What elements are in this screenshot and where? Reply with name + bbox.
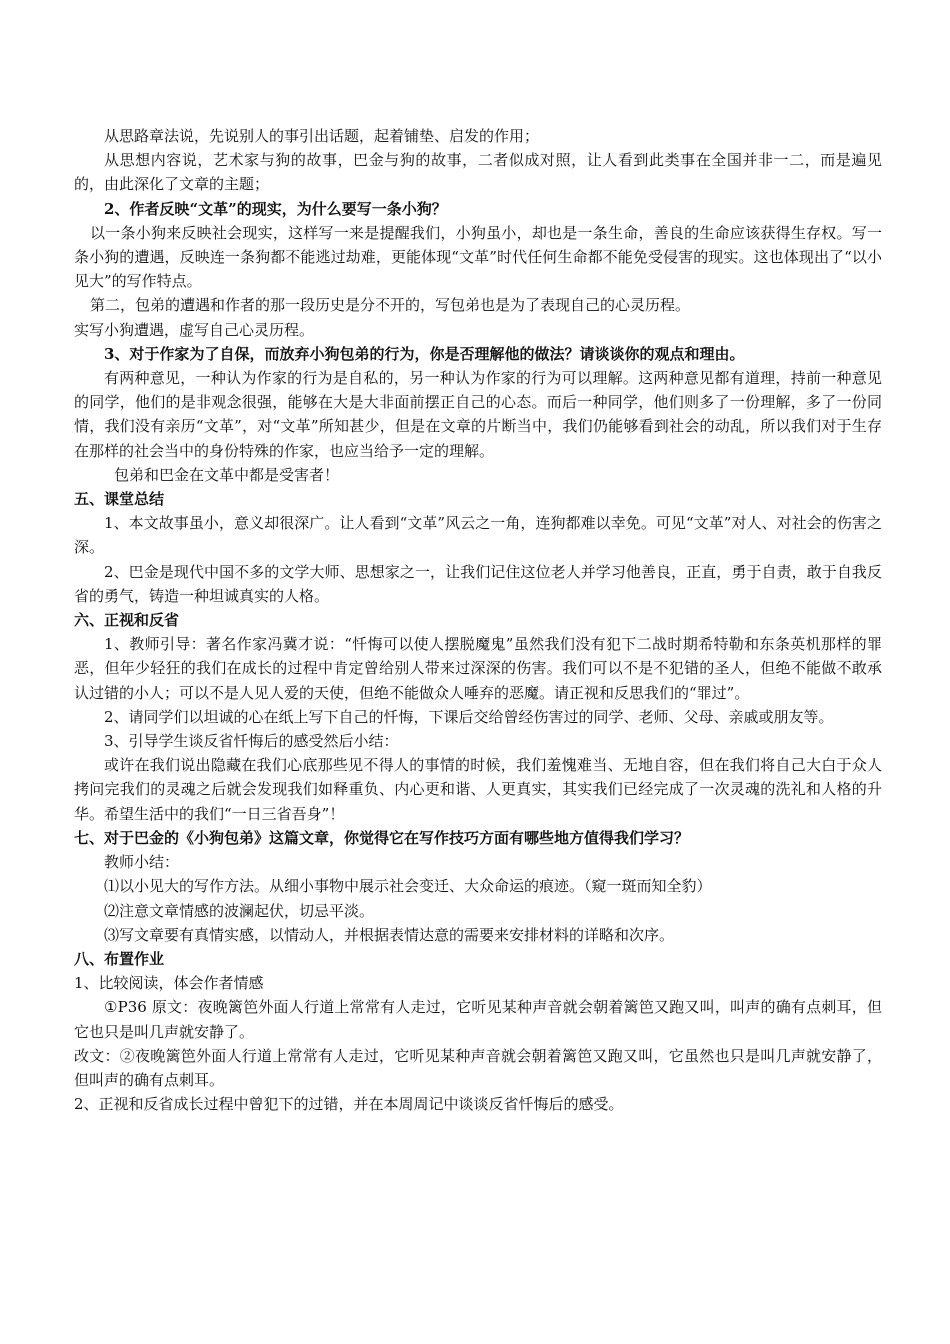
reflection-point-2: 2、请同学们以坦诚的心在纸上写下自己的忏悔，下课后交给曾经伤害过的同学、老师、父母、亲戚或朋友等。 (104, 707, 834, 726)
reflection-point-3: 3、引导学生谈反省忏悔后的感受然后小结： (104, 732, 399, 751)
answer-3-paragraph: 有两种意见，一种认为作家的行为是自私的，另一种认为作家的行为可以理解。这两种意见都有道理，持前一种意见的同学，他们的是非观念很强，能够在大是大非面前摆正自己的心态。而后一种同学，他们则多了一份理解，多了一份同情，我们没有亲历“文革”，对“文革”所知甚少，但是在文章的片断当中，我们仍能够看到社会的动乱，所以我们对于生存在那样的社会当中的身份特殊的作家，也应当给予一定的理解。 (74, 369, 882, 460)
reflection-point-1: 1、教师引导：著名作家冯冀才说：“忏悔可以使人摆脱魔鬼”虽然我们没有犯下二战时期希特勒和东条英机那样的罪恶，但年少轻狂的我们在成长的过程中肯定曾给别人带来过深深的伤害。我们可以不是不犯错的圣人，但绝不能做不敢承认过错的小人；可以不是人见人爱的天使，但绝不能做众人唾弃的恶魔。请正视和反思我们的“罪过”。 (74, 635, 882, 702)
section-6-heading: 六、正视和反省 (74, 611, 180, 630)
technique-point-3: ⑶写文章要有真情实感，以情动人，并根据表情达意的需要来安排材料的详略和次序。 (104, 925, 675, 944)
question-3-heading: 3、对于作家为了自保，而放弃小狗包弟的行为，你是否理解他的做法？请谈谈你的观点和理由。 (104, 344, 745, 363)
paragraph-content-note: 从思想内容说，艺术家与狗的故事，巴金与狗的故事，二者似成对照，让人看到此类事在全国并非一二，而是遍见的，由此深化了文章的主题； (74, 151, 882, 194)
homework-2: 2、正视和反省成长过程中曾犯下的过错，并在本周周记中谈谈反省忏悔后的感受。 (74, 1095, 624, 1114)
document-page (74, 124, 882, 1116)
reflection-summary: 或许在我们说出隐藏在我们心底那些见不得人的事情的时候，我们羞愧难当、无地自容，但在我们将自己大白于众人拷问完我们的灵魂之后就会发现我们如释重负、内心更和谐、人更真实，其实我们已经完成了一次灵魂的洗礼和人格的升华。希望生活中的我们“一日三省吾身”！ (74, 756, 882, 823)
question-2-heading: 2、作者反映“文革”的现实，为什么要写一条小狗？ (104, 199, 447, 218)
technique-point-2: ⑵注意文章情感的波澜起伏，切忌平淡。 (104, 901, 375, 920)
answer-2-summary: 实写小狗遭遇，虚写自己心灵历程。 (74, 320, 315, 339)
section-7-heading: 七、对于巴金的《小狗包弟》这篇文章，你觉得它在写作技巧方面有哪些地方值得我们学习？ (74, 828, 690, 847)
section-5-heading: 五、课堂总结 (74, 490, 165, 509)
technique-point-1: ⑴以小见大的写作方法。从细小事物中展示社会变迁、大众命运的痕迹。（窥一斑而知全豹） (104, 877, 712, 896)
answer-2-paragraph: 以一条小狗来反映社会现实，这样写一来是提醒我们，小狗虽小，却也是一条生命，善良的生命应该获得生存权。写一条小狗的遭遇，反映连一条狗都不能逃过劫难，更能体现“文革”时代任何生命都不能免受侵害的现实。这也体现出了“以小见大”的写作特点。 (74, 223, 882, 291)
summary-point-1: 1、本文故事虽小，意义却很深广。让人看到“文革”风云之一角，连狗都难以幸免。可见“文革”对人、对社会的伤害之深。 (74, 514, 882, 557)
summary-point-2: 2、巴金是现代中国不多的文学大师、思想家之一，让我们记住这位老人并学习他善良，正直，勇于自责，敢于自我反省的勇气，铸造一种坦诚真实的人格。 (74, 562, 882, 605)
homework-revised-text: 改文：②夜晚篱笆外面人行道上常常有人走过，它听见某种声音就会朝着篱笆又跑又叫，它虽然也只是叫几声就安静了，但叫声的确有点刺耳。 (74, 1046, 882, 1089)
homework-original-text: ①P36 原文：夜晚篱笆外面人行道上常常有人走过，它听见某种声音就会朝着篱笆又跑又叫，叫声的确有点刺耳，但它也只是叫几声就安静了。 (74, 998, 882, 1041)
homework-1: 1、比较阅读，体会作者情感 (74, 974, 264, 993)
paragraph-structure-note: 从思路章法说，先说别人的事引出话题，起着铺垫、启发的作用； (104, 127, 540, 145)
answer-3-conclusion: 包弟和巴金在文革中都是受害者！ (114, 465, 340, 484)
section-8-heading: 八、布置作业 (74, 949, 165, 968)
answer-2-second-point: 第二，包弟的遭遇和作者的那一段历史是分不开的，写包弟也是为了表现自己的心灵历程。 (90, 296, 691, 315)
teacher-summary-label: 教师小结： (104, 853, 180, 872)
